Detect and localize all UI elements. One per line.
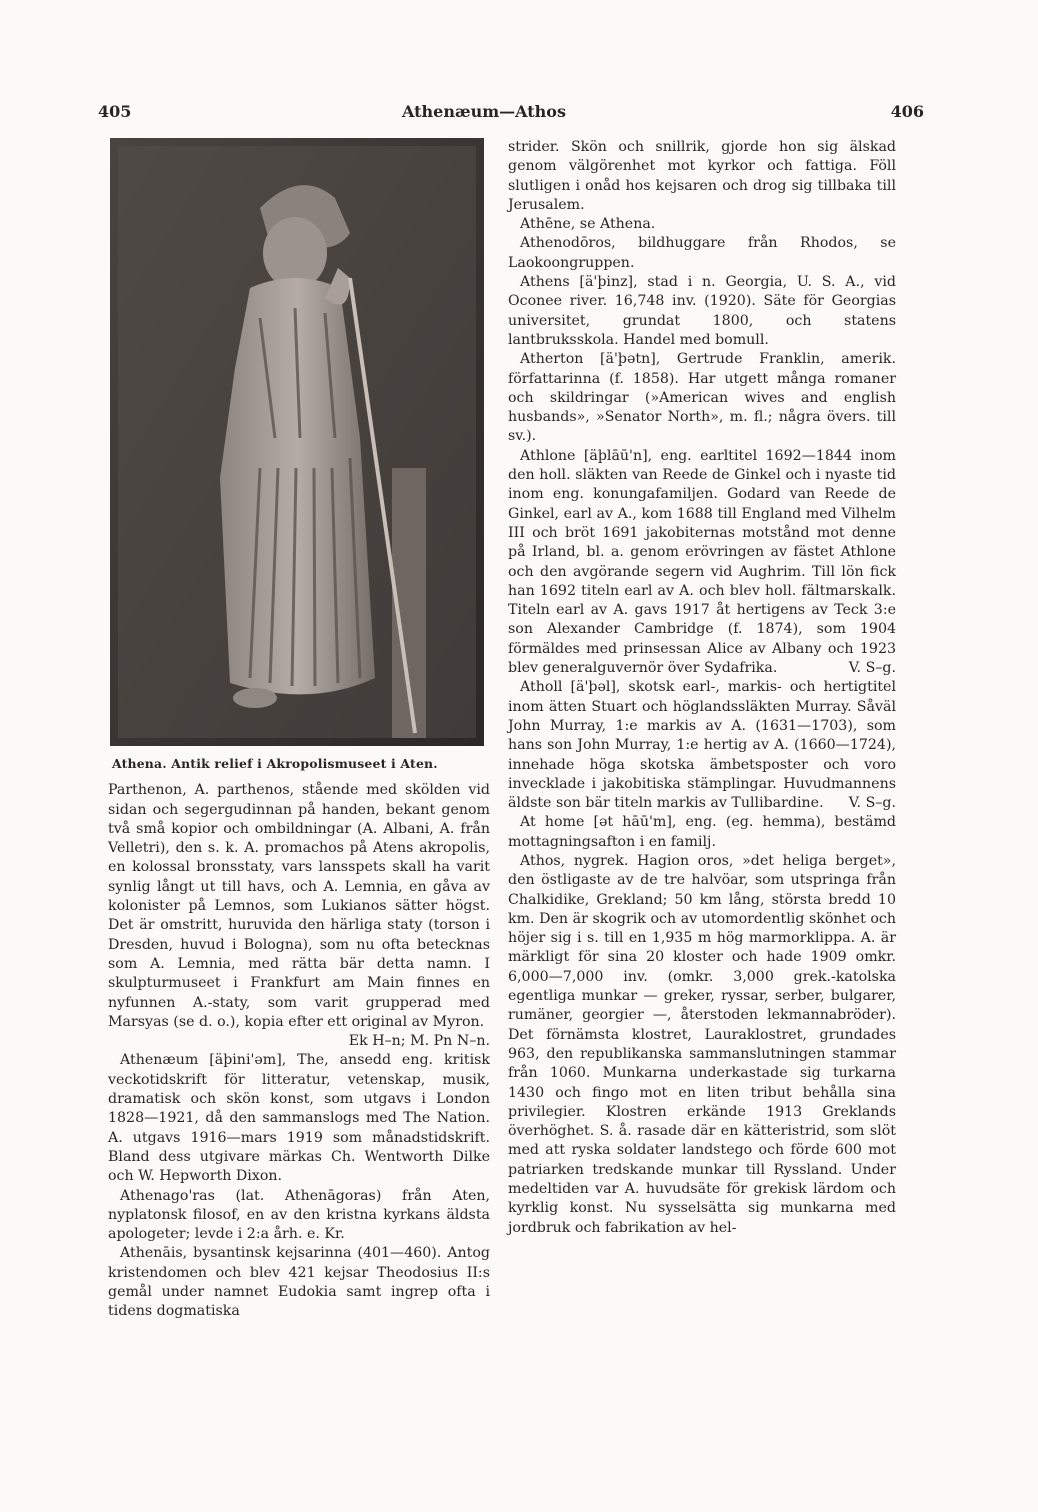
athena-relief-image (110, 138, 484, 748)
entry-athenagoras: Athenago'ras (lat. Athenāgoras) från Aten, nyplatonsk filosof, en av den kristna kyrkans äldsta apologeter; levde i 2:a årh. e. Kr. (108, 1187, 490, 1243)
right-column (508, 138, 896, 1238)
entry-athens: Athens [ä'þinz], stad i n. Georgia, U. S. A., vid Oconee river. 16,748 inv. (1920). Säte för Georgias universitet, grundat 1800, och statens lantbruksskola. Handel med bomull. (508, 274, 896, 348)
paragraph-parthenon (108, 781, 490, 1050)
entry-athlone (508, 447, 896, 679)
paragraph-text: Parthenon, A. parthenos, stående med skölden vid sidan och segergudinnan på handen, bekant genom två små kopior och ombildningar (A. Albani, A. från Velletri), den s. k. A. promachos på Atens akropolis, en kolossal bronsstaty, vars lansspets skall ha varit synlig långt ut till havs, och A. Lemnia, en gåva av kolonister på Lemnos, som Lukianos sätter högst. Det är omstritt, huruvida den härliga staty (torson i Dresden, huvud i Bologna), som nu ofta betecknas som A. Lemnia, med rätta bär detta namn. I skulpturmuseet i Frankfurt am Main finnes en nyfunnen A.-staty, som varit grupperad med Marsyas (se d. o.), kopia efter ett original av Myron. (108, 782, 490, 1030)
entry-text: Athlone [äþlāū'n], eng. earltitel 1692—1844 inom den holl. släkten van Reede de Ginkel och i nyaste tid inom eng. konungafamiljen. Godard van Reede de Ginkel, earl av A., kom 1688 till England med Vilhelm III och bröt 1691 jakobiternas motstånd mot denne på Irland, bl. a. genom erövringen av fästet Athlone och den avgörande segern vid Aughrim. Till lön fick han 1692 titeln earl av A. och blev holl. fältmarskalk. Titeln earl av A. gavs 1917 åt hertigens av Teck 3:e son Alexander Cambridge (f. 1874), som 1904 förmäldes med prinsessan Alice av Albany och 1923 blev generalguvernör över Sydafrika. (508, 447, 896, 677)
entry-atherton: Atherton [ä'þətn], Gertrude Franklin, amerik. författarinna (f. 1858). Har utgett många romaner och skildringar (»American wives and english husbands», »Senator North», m. fl.; några övers. till sv.). (508, 351, 896, 445)
figure-caption: Athena. Antik relief i Akropolismuseet i Aten. (112, 756, 438, 771)
entry-athos: Athos, nygrek. Hagion oros, »det heliga berget», den östligaste av de tre halvöar, som utspringa från Chalkidike, Grekland; 50 km lång, största bredd 10 km. Den är skogrik och av utomordentlig skönhet och höjer sig i s. till en 1,935 m hög marmorklippa. A. är märkligt för sina 20 kloster och hade 1909 omkr. 6,000—7,000 inv. (omkr. 3,000 grek.-katolska egentliga munkar — greker, ryssar, serber, bulgarer, rumäner, georgier —, återstoden lekmannabröder). Det förnämsta klostret, Lauraklostret, grundades 963, den republikanska sammanslutningen stammar från 1060. Munkarna underkastade sig turkarna 1430 och fingo mot en liten tribut behålla sina privilegier. Klostren erkände 1913 Greklands överhöghet. S. å. rasade där en kätteristrid, som slöt med att ryska soldater landstego och förde 600 mot patriarken tredskande munkar till Ryssland. Under medeltiden var A. huvudsäte för grekisk lärdom och kyrklig konst. Nu sysselsätta sig munkarna med jordbruk och fabrikation av hel- (508, 852, 896, 1236)
entry-atholl (508, 678, 896, 813)
entry-text: Atholl [ä'þəl], skotsk earl-, markis- och hertigtitel inom ätten Stuart och höglandssläkten Murray. Såväl John Murray, 1:e markis av A. (1631—1703), som hans son John Murray, 1:e hertig av A. (1660—1724), innehade höga skotska ämbetsposter och voro invecklade i jakobitiska stämplingar. Huvudmannens äldste son bär titeln markis av Tullibardine. (508, 679, 896, 812)
signature: Ek H–n; M. Pn N–n. (348, 1033, 490, 1050)
page-number-left: 405 (98, 102, 132, 121)
signature: V. S–g. (848, 660, 896, 677)
entry-athenaeum: Athenæum [äþini'əm], The, ansedd eng. kritisk veckotidskrift för litteratur, vetenskap, musik, dramatisk och skön konst, som utgavs i London 1828—1921, då den sammanslogs med The Nation. A. utgavs 1916—mars 1919 som månadstidskrift. Bland dess utgivare märkas Ch. Wentworth Dilke och W. Hepworth Dixon. (108, 1052, 490, 1185)
page-number-right: 406 (890, 102, 924, 121)
running-title: Athenæum—Athos (402, 102, 566, 121)
entry-athenais: Athenāis, bysantinsk kejsarinna (401—460). Antog kristendomen och blev 421 kejsar Theodosius II:s gemål under namnet Eudokia samt ingrep ofta i tidens dogmatiska (108, 1245, 490, 1320)
relief-photo (110, 138, 484, 746)
signature: V. S–g. (848, 795, 896, 812)
entry-at-home: At home [ət hāū'm], eng. (eg. hemma), bestämd mottagningsafton i en familj. (508, 814, 896, 850)
entry-athenodoros: Athenodōros, bildhuggare från Rhodos, se Laokoongruppen. (508, 235, 896, 271)
left-column (108, 138, 490, 1322)
paragraph-continuation: strider. Skön och snillrik, gjorde hon sig älskad genom välgörenhet mot kyrkor och fattiga. Föll slutligen i onåd hos kejsaren och drog sig tillbaka till Jerusalem. (508, 139, 896, 213)
entry-athene: Athēne, se Athena. (520, 216, 656, 233)
page-header (98, 100, 924, 130)
